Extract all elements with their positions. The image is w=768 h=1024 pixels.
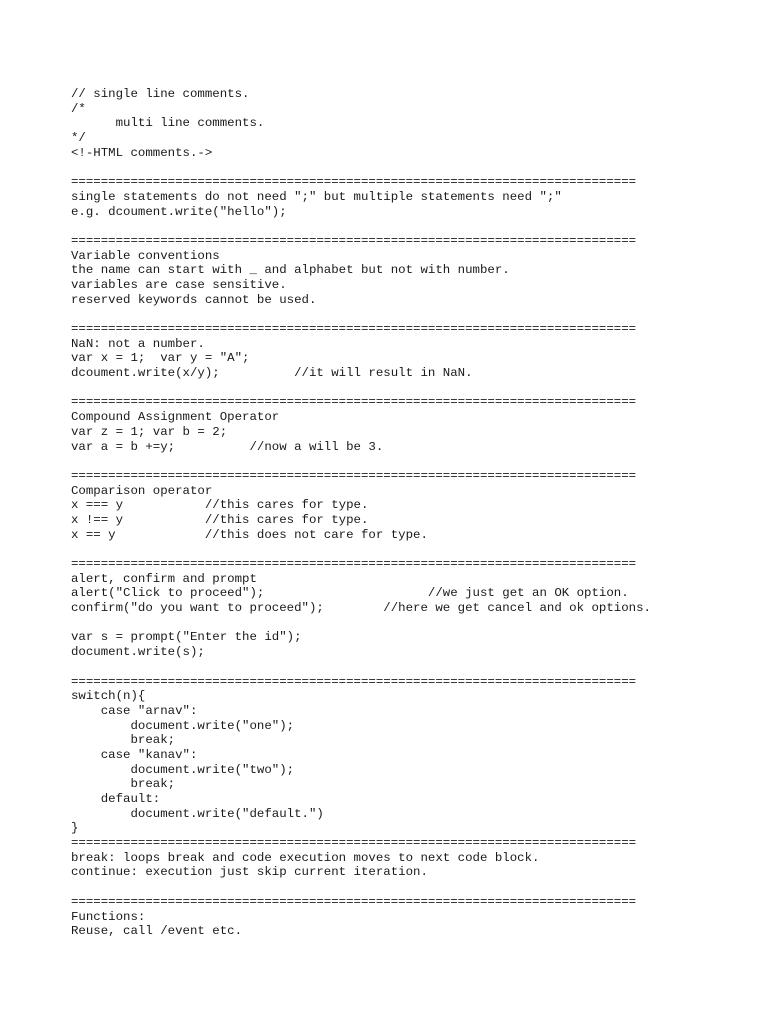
separator-line: ============================================================================ [71,175,637,190]
separator-line: ============================================================================ [71,557,637,571]
text-line [71,454,761,469]
text-line: // single line comments. [71,87,250,101]
text-line: alert("Click to proceed"); //we just get an OK option. [71,586,629,601]
text-line: break: loops break and code execution moves to next code block. [71,850,540,865]
text-line: x !== y //this cares for type. [71,512,369,527]
text-line: variables are case sensitive. [71,277,287,292]
text-line [71,542,761,557]
separator-line: ============================================================================ [71,674,637,689]
text-line: break; [71,733,176,748]
text-line: case "kanav": [71,747,198,762]
text-line: Comparison operator [71,483,213,498]
text-line [71,219,761,234]
separator-line: ============================================================================ [71,322,637,336]
text-line: switch(n){ [71,689,146,704]
text-line: document.write("two"); [71,762,295,777]
text-line: var z = 1; var b = 2; [71,424,228,439]
text-line: break; [71,777,176,792]
text-line: Functions: [71,909,146,924]
text-line: the name can start with _ and alphabet but not with number. [71,263,510,278]
text-line: default: [71,792,161,806]
text-line [71,160,761,175]
text-line: multi line comments. [71,116,265,131]
separator-line: ============================================================================ [71,894,637,909]
document-page [71,87,761,939]
text-line: dcoument.write(x/y); //it will result in NaN. [71,366,473,381]
text-line: } [71,821,79,836]
text-line: document.write("one"); [71,718,295,733]
text-line: Compound Assignment Operator [71,410,280,425]
text-line: single statements do not need ";" but multiple statements need ";" [71,189,562,204]
text-line: <!-HTML comments.-> [71,145,213,160]
text-line: x === y //this cares for type. [71,498,369,513]
text-line [71,660,761,675]
text-line: case "arnav": [71,703,198,718]
text-line: document.write(s); [71,645,205,660]
text-line: Reuse, call /event etc. [71,924,243,939]
text-line [71,616,761,631]
text-line: continue: execution just skip current iteration. [71,865,428,880]
separator-line: ============================================================================ [71,233,637,248]
text-line: var a = b +=y; //now a will be 3. [71,439,384,454]
text-line: alert, confirm and prompt [71,571,257,586]
text-line: Variable conventions [71,248,220,263]
text-line: var x = 1; var y = "A"; [71,351,250,366]
text-line: e.g. dcoument.write("hello"); [71,204,287,219]
text-line: /* [71,101,86,116]
text-line: var s = prompt("Enter the id"); [71,630,302,645]
separator-line: ============================================================================ [71,468,637,483]
text-line [71,381,761,396]
text-line [71,880,761,895]
text-line: reserved keywords cannot be used. [71,292,317,307]
text-line: confirm("do you want to proceed"); //here we get cancel and ok options. [71,601,651,616]
separator-line: ============================================================================ [71,395,637,410]
text-line: document.write("default.") [71,806,324,821]
text-line: x == y //this does not care for type. [71,527,428,542]
text-line [71,307,761,322]
text-line: */ [71,131,86,146]
text-line: NaN: not a number. [71,336,205,351]
separator-line: ============================================================================ [71,836,637,851]
